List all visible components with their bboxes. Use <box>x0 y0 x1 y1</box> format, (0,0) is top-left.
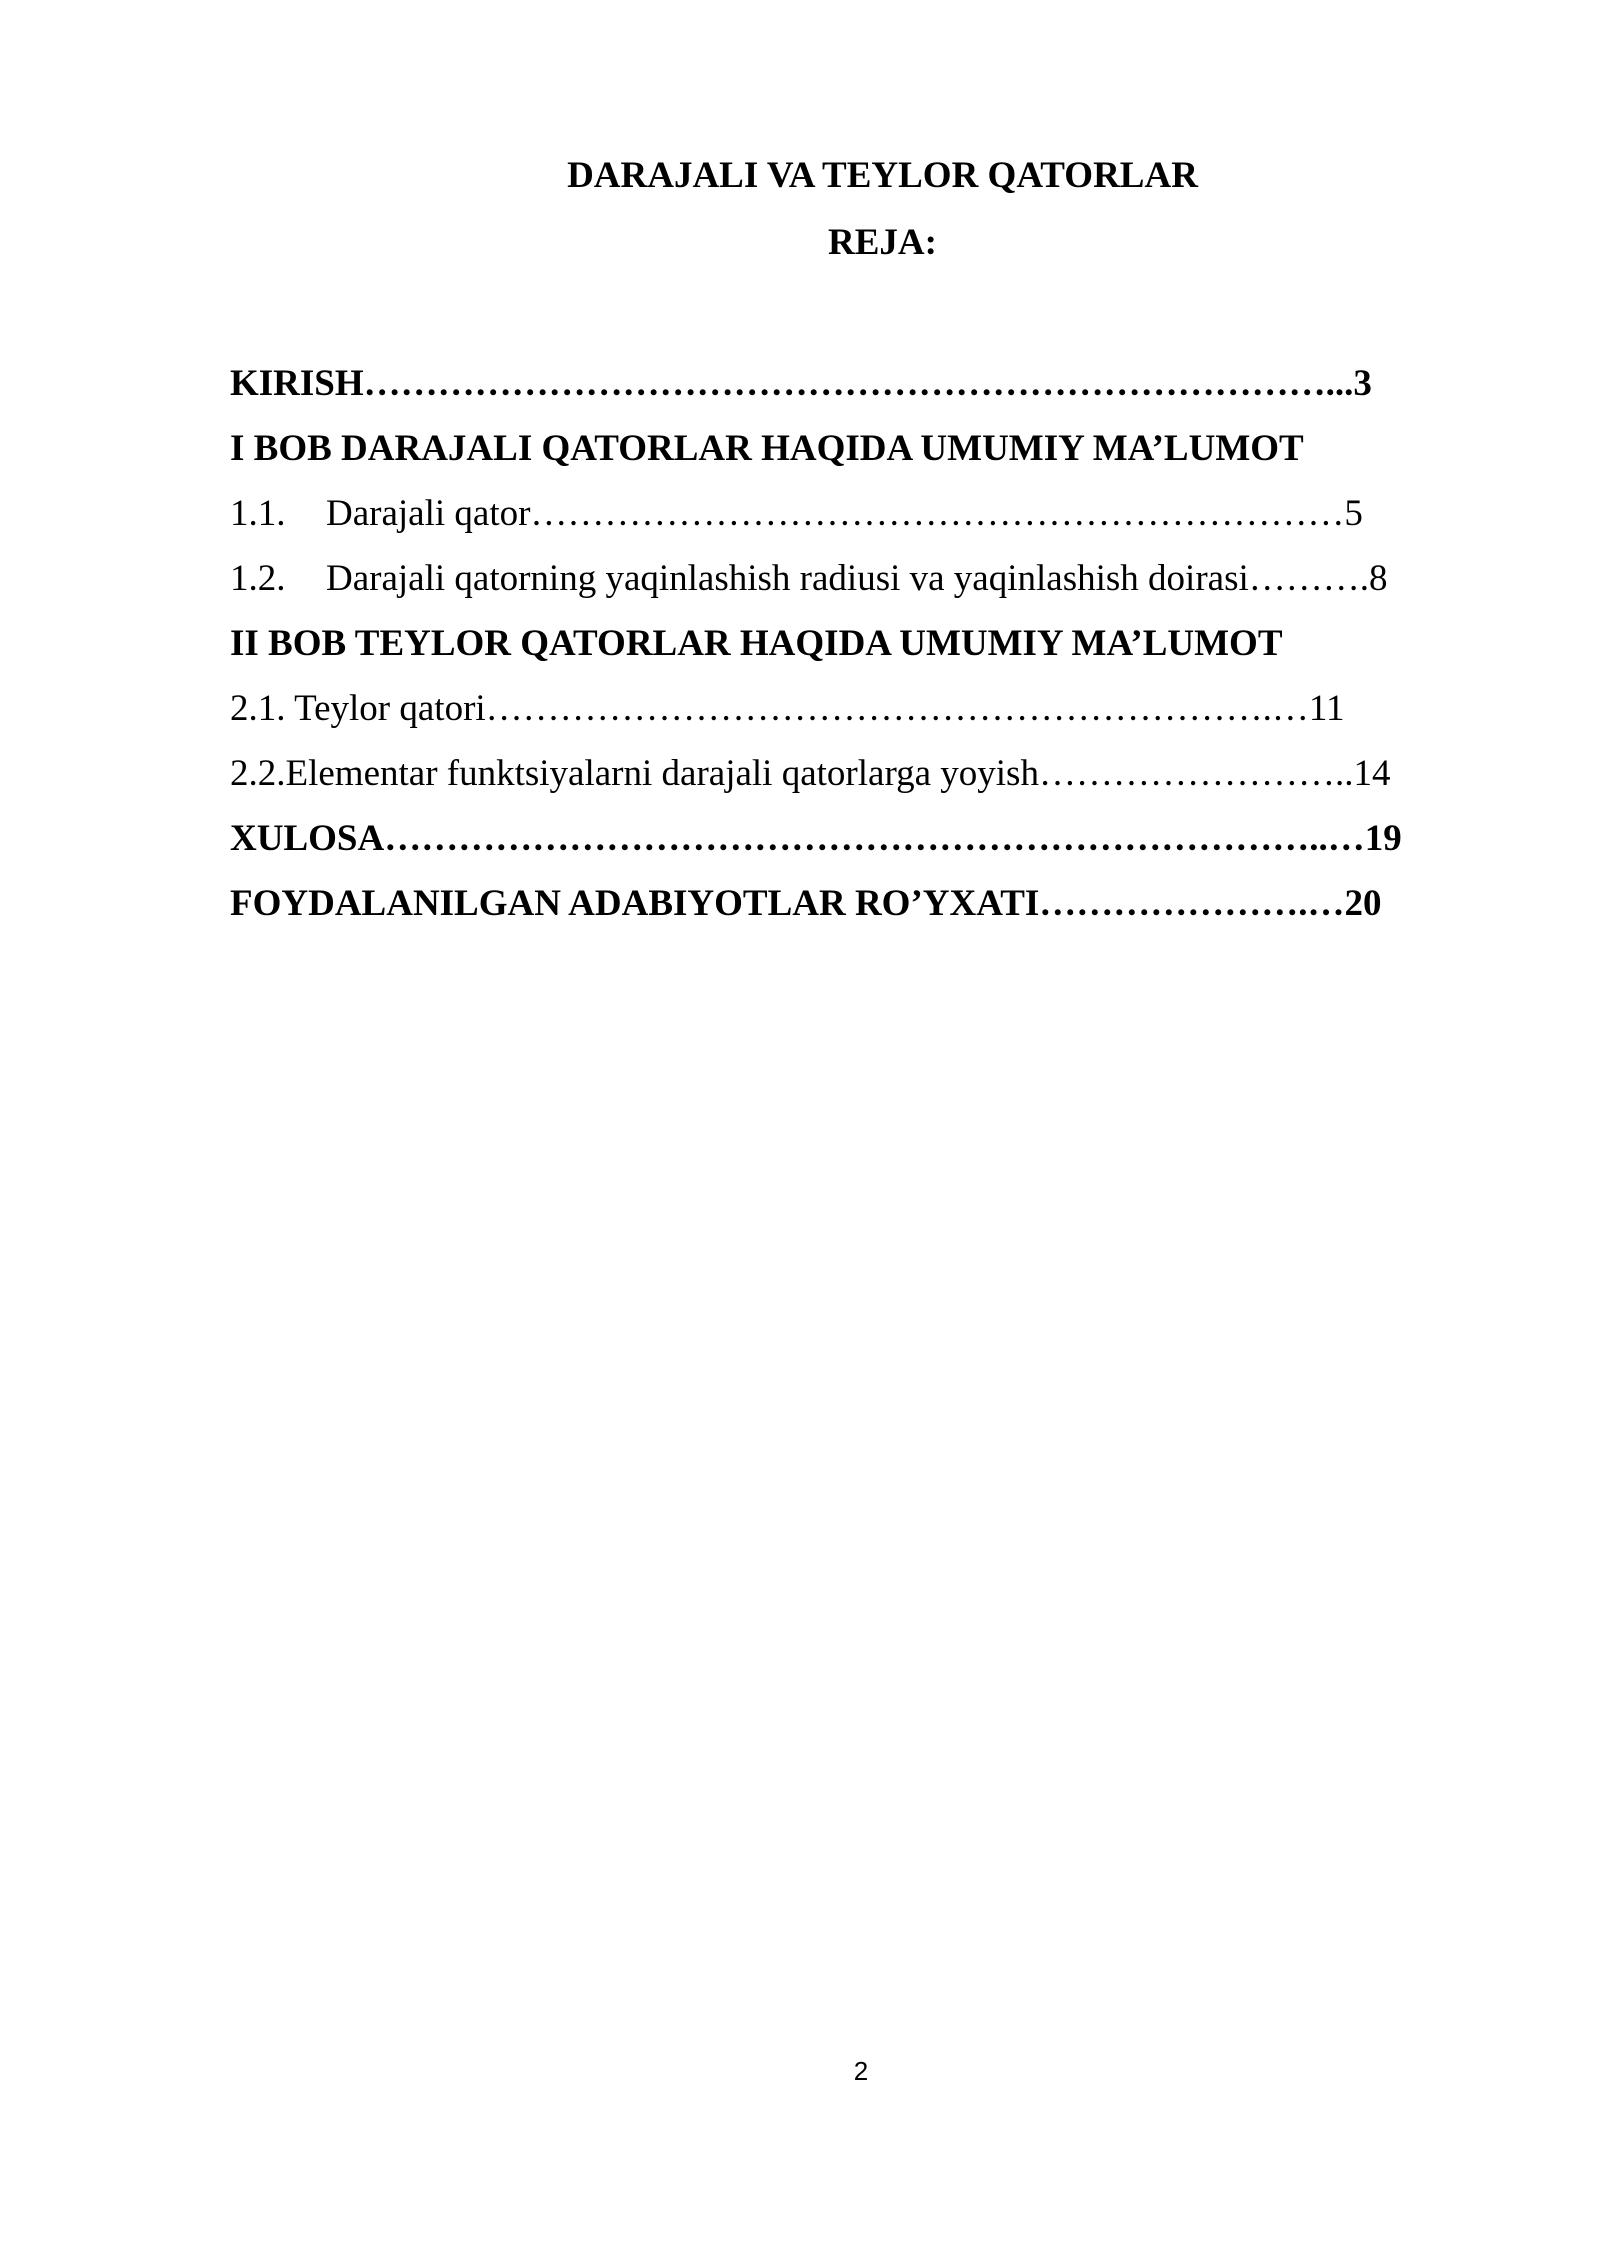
toc-entry-xulosa: XULOSA…………………………………………………………………..…19 <box>230 818 1402 859</box>
document-title: DARAJALI VA TEYLOR QATORLAR <box>567 155 1198 196</box>
toc-chapter-1: I BOB DARAJALI QATORLAR HAQIDA UMUMIY MA’LUMOT <box>230 428 1304 469</box>
toc-entry-number: 1.2. <box>230 558 286 599</box>
toc-entry-1-1 <box>230 481 1430 546</box>
toc-entry-kirish: KIRISH……………………………………………………………………...3 <box>230 363 1372 404</box>
table-of-contents <box>230 351 1430 936</box>
toc-entry-adabiyotlar: FOYDALANILGAN ADABIYOTLAR RO’YXATI………………….…20 <box>230 883 1382 924</box>
plan-heading: REJA: <box>828 222 937 263</box>
toc-entry-number: 1.1. <box>230 493 286 534</box>
toc-entry-1-2 <box>230 546 1430 611</box>
toc-chapter-2: II BOB TEYLOR QATORLAR HAQIDA UMUMIY MA’LUMOT <box>230 623 1283 664</box>
toc-entry-2-2: 2.2.Elementar funktsiyalarni darajali qatorlarga yoyish……………………..14 <box>230 753 1391 794</box>
toc-entry-text: Darajali qatorning yaqinlashish radiusi va yaqinlashish doirasi……….8 <box>326 558 1388 599</box>
toc-entry-2-1: 2.1. Teylor qatori……………………………………………………….…11 <box>230 688 1345 729</box>
page-number: 2 <box>853 2056 869 2086</box>
toc-entry-text: Darajali qator…………………………………………………………5 <box>326 493 1363 534</box>
